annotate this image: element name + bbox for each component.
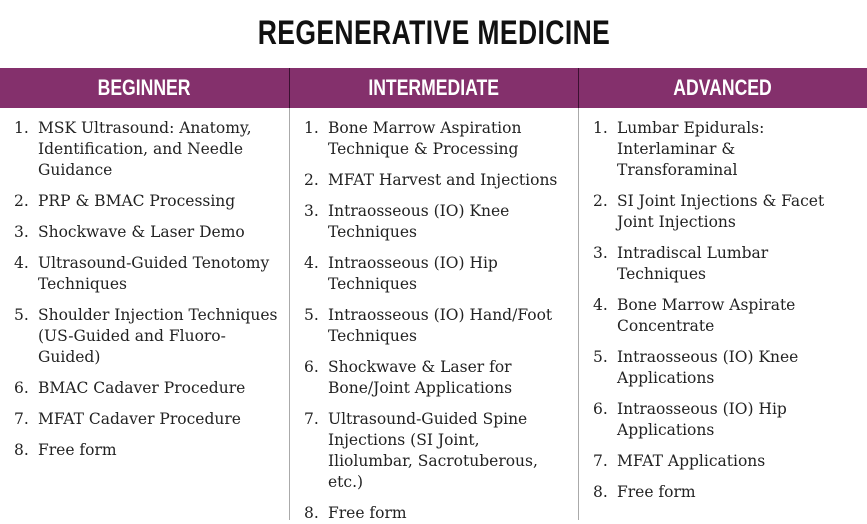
list-item bbox=[593, 347, 857, 389]
item-text: Bone Marrow Aspirate Concentrate bbox=[617, 296, 796, 335]
list-item bbox=[304, 118, 568, 160]
item-number: 6. bbox=[14, 379, 29, 397]
column-heading-text: ADVANCED bbox=[673, 75, 773, 100]
list-item bbox=[14, 191, 278, 212]
item-text: Free form bbox=[328, 504, 407, 522]
item-text: MFAT Harvest and Injections bbox=[328, 171, 558, 189]
item-text: MFAT Applications bbox=[617, 452, 766, 470]
list-item bbox=[593, 399, 857, 441]
column-heading bbox=[289, 68, 578, 108]
item-number: 8. bbox=[304, 504, 319, 522]
item-text: Intraosseous (IO) Hand/Foot Techniques bbox=[328, 306, 553, 345]
list-item bbox=[14, 440, 278, 461]
item-text: Shockwave & Laser Demo bbox=[38, 223, 245, 241]
item-text: Ultrasound-Guided Spine Injections (SI Joint, Iliolumbar, Sacrotuberous, etc.) bbox=[328, 410, 538, 491]
list-item bbox=[304, 253, 568, 295]
column-intermediate bbox=[289, 68, 578, 520]
item-text: Intraosseous (IO) Hip Applications bbox=[617, 400, 787, 439]
item-text: SI Joint Injections & Facet Joint Injections bbox=[617, 192, 825, 231]
item-number: 8. bbox=[593, 483, 608, 501]
list-item bbox=[14, 253, 278, 295]
item-text: Intradiscal Lumbar Techniques bbox=[617, 244, 769, 283]
list-item bbox=[593, 118, 857, 181]
item-number: 4. bbox=[14, 254, 29, 272]
item-number: 1. bbox=[14, 119, 29, 137]
item-number: 5. bbox=[304, 306, 319, 324]
list-item bbox=[593, 482, 857, 503]
item-text: Intraosseous (IO) Hip Techniques bbox=[328, 254, 498, 293]
item-text: Bone Marrow Aspiration Technique & Processing bbox=[328, 119, 522, 158]
item-number: 2. bbox=[304, 171, 319, 189]
item-number: 4. bbox=[593, 296, 608, 314]
list-item bbox=[14, 118, 278, 181]
page-title bbox=[0, 14, 867, 53]
item-text: Intraosseous (IO) Knee Applications bbox=[617, 348, 799, 387]
item-number: 1. bbox=[304, 119, 319, 137]
list-item bbox=[14, 222, 278, 243]
item-text: Ultrasound-Guided Tenotomy Techniques bbox=[38, 254, 270, 293]
column-heading bbox=[0, 68, 288, 108]
list-item bbox=[304, 503, 568, 524]
list-item bbox=[593, 191, 857, 233]
item-text: Free form bbox=[617, 483, 696, 501]
item-list bbox=[290, 108, 578, 524]
item-text: MFAT Cadaver Procedure bbox=[38, 410, 241, 428]
item-text: Free form bbox=[38, 441, 117, 459]
column-beginner bbox=[0, 68, 288, 520]
list-item bbox=[14, 305, 278, 368]
page-title-text: REGENERATIVE MEDICINE bbox=[257, 14, 610, 52]
item-number: 1. bbox=[593, 119, 608, 137]
item-number: 8. bbox=[14, 441, 29, 459]
item-number: 3. bbox=[14, 223, 29, 241]
item-text: Intraosseous (IO) Knee Techniques bbox=[328, 202, 510, 241]
item-number: 3. bbox=[304, 202, 319, 220]
item-text: MSK Ultrasound: Anatomy, Identification, and Needle Guidance bbox=[38, 119, 252, 179]
item-number: 2. bbox=[14, 192, 29, 210]
column-heading-text: INTERMEDIATE bbox=[368, 75, 500, 100]
list-item bbox=[304, 357, 568, 399]
item-number: 4. bbox=[304, 254, 319, 272]
item-list bbox=[0, 108, 288, 461]
item-text: Shoulder Injection Techniques (US-Guided and Fluoro-Guided) bbox=[38, 306, 278, 366]
item-number: 5. bbox=[14, 306, 29, 324]
column-heading bbox=[578, 68, 867, 108]
item-list bbox=[579, 108, 867, 503]
item-number: 5. bbox=[593, 348, 608, 366]
list-item bbox=[593, 451, 857, 472]
item-number: 6. bbox=[593, 400, 608, 418]
item-text: BMAC Cadaver Procedure bbox=[38, 379, 246, 397]
list-item bbox=[593, 295, 857, 337]
item-number: 3. bbox=[593, 244, 608, 262]
list-item bbox=[304, 201, 568, 243]
item-text: Shockwave & Laser for Bone/Joint Applications bbox=[328, 358, 513, 397]
column-heading-text: BEGINNER bbox=[97, 75, 191, 100]
list-item bbox=[304, 409, 568, 493]
item-number: 7. bbox=[14, 410, 29, 428]
column-advanced bbox=[578, 68, 867, 520]
item-text: Lumbar Epidurals: Interlaminar & Transforaminal bbox=[617, 119, 765, 179]
item-number: 6. bbox=[304, 358, 319, 376]
list-item bbox=[304, 170, 568, 191]
list-item bbox=[593, 243, 857, 285]
list-item bbox=[14, 409, 278, 430]
item-number: 7. bbox=[593, 452, 608, 470]
list-item bbox=[304, 305, 568, 347]
item-number: 7. bbox=[304, 410, 319, 428]
item-number: 2. bbox=[593, 192, 608, 210]
list-item bbox=[14, 378, 278, 399]
item-text: PRP & BMAC Processing bbox=[38, 192, 236, 210]
